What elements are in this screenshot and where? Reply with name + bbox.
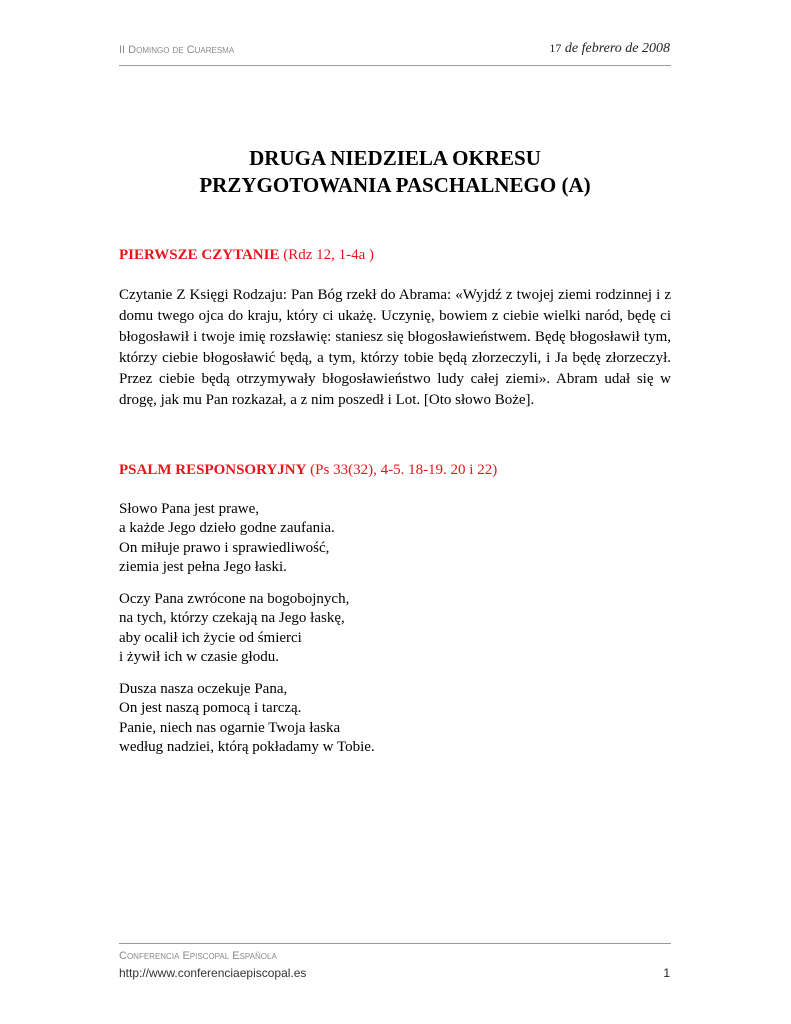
header-divider: [119, 65, 671, 66]
psalm-verse: Dusza nasza oczekuje Pana,: [119, 681, 288, 697]
header-date-day: 17: [549, 41, 562, 55]
psalm-verse: Słowo Pana jest prawe,: [119, 501, 259, 517]
psalm-verse: On miłuje prawo i sprawiedliwość,: [119, 539, 330, 556]
psalm-verse: Oczy Pana zwrócone na bogobojnych,: [119, 591, 350, 607]
page-title: [119, 145, 671, 199]
first-reading-label: PIERWSZE CZYTANIE: [119, 247, 280, 263]
header-date: [549, 41, 670, 57]
header-section-title: II Domingo de Cuaresma: [119, 44, 235, 56]
psalm-stanza-2: [119, 590, 349, 668]
psalm-verse: ziemia jest pełna Jego łaski.: [119, 559, 287, 576]
footer-url: http://www.conferenciaepiscopal.es: [119, 966, 307, 980]
page-number: 1: [663, 966, 670, 980]
psalm-verse: a każde Jego dzieło godne zaufania.: [119, 520, 335, 537]
first-reading-reference: (Rdz 12, 1-4a ): [279, 247, 375, 263]
footer-organization: Conferencia Episcopal Española: [119, 950, 277, 962]
footer-divider: [119, 943, 671, 944]
header-date-rest: de febrero de 2008: [561, 41, 670, 56]
psalm-verse: Panie, niech nas ogarnie Twoja łaska: [119, 719, 341, 736]
psalm-heading: [119, 462, 497, 479]
psalm-verse: i żywił ich w czasie głodu.: [119, 649, 279, 666]
first-reading-heading: [119, 247, 374, 264]
psalm-label: PSALM RESPONSORYJNY: [119, 462, 307, 478]
page-title-line-1: DRUGA NIEDZIELA OKRESU: [249, 146, 541, 170]
page-title-line-2: PRZYGOTOWANIA PASCHALNEGO (A): [199, 173, 591, 197]
psalm-verse: na tych, którzy czekają na Jego łaskę,: [119, 610, 345, 627]
first-reading-text: Czytanie Z Księgi Rodzaju: Pan Bóg rzekł do Abrama: «Wyjdź z twojej ziemi rodzinnej i z domu twego ojca do kraju, który ci ukażę. Uczynię, bowiem z ciebie wielki naród, będę ci błogosławił i twoje imię rozsławię: staniesz się błogosławieństwem. Będę błogosławił tym, którzy ciebie błogosławić będą, a tym, którzy tobie będą złorzeczyli, i Ja będę złorzeczył. Przez ciebie będą otrzymywały błogosławieństwo ludy całej ziemi». Abram udał się w drogę, jak mu Pan rozkazał, a z nim poszedł i Lot. [Oto słowo Boże].: [119, 287, 671, 408]
psalm-stanza-1: [119, 500, 335, 578]
psalm-stanza-3: [119, 680, 375, 758]
psalm-verse: według nadziei, którą pokładamy w Tobie.: [119, 739, 375, 756]
psalm-reference: (Ps 33(32), 4-5. 18-19. 20 i 22): [306, 462, 498, 478]
psalm-verse: aby ocalił ich życie od śmierci: [119, 629, 302, 646]
psalm-verse: On jest naszą pomocą i tarczą.: [119, 700, 302, 717]
